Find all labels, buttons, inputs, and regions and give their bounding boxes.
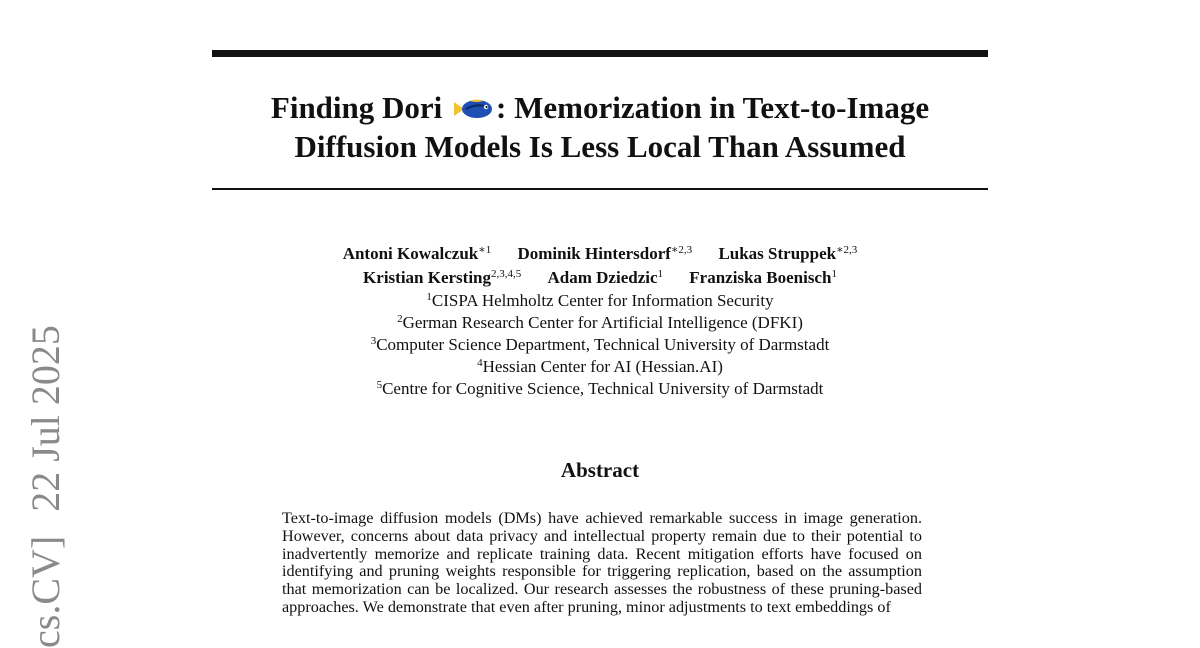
abstract-heading: Abstract (560, 458, 640, 482)
author-2: Dominik Hintersdorf$^{∗2,3}$ (517, 244, 693, 263)
affiliation-3: $^3$Computer Science Department, Technical University of Darmstadt (370, 335, 830, 354)
author-line-2 (212, 266, 988, 290)
arxiv-stamp (22, 325, 70, 648)
affiliation-4: $^4$Hessian Center for AI (Hessian.AI) (477, 357, 723, 376)
author-line-1 (212, 242, 988, 266)
title-part-2: : Memorization in Text-to-Image (496, 90, 930, 125)
affiliation-5: $^5$Centre for Cognitive Science, Technical University of Darmstadt (376, 379, 824, 398)
title-line-2: Diffusion Models Is Less Local Than Assumed (294, 129, 906, 164)
fish-icon (452, 97, 494, 121)
author-6: Franziska Boenisch$^1$ (689, 268, 837, 287)
affiliation-2: $^2$German Research Center for Artificial Intelligence (DFKI) (397, 313, 803, 332)
author-4: Kristian Kersting$^{2,3,4,5}$ (363, 268, 522, 287)
arxiv-category: cs.CV] (23, 535, 68, 648)
arxiv-date: 22 Jul 2025 (23, 325, 68, 512)
author-5: Adam Dziedzic$^1$ (547, 268, 664, 287)
affiliation-1: $^1$CISPA Helmholtz Center for Information Security (426, 291, 774, 310)
author-1: Antoni Kowalczuk$^{∗1}$ (342, 244, 492, 263)
bottom-rule (212, 188, 988, 190)
top-rule (212, 50, 988, 57)
author-3: Lukas Struppek$^{∗2,3}$ (718, 244, 858, 263)
title-part-1: Finding Dori (270, 90, 443, 125)
paper-title (212, 88, 988, 166)
abstract-text: Text-to-image diffusion models (DMs) have achieved remarkable success in image generation. However, concerns about data privacy and intellectual property remain due to their potential to inadvertently memorize and replicate training data. Recent mitigation efforts have focused on identifying and pruning weights responsible for triggering replication, based on the assumption that memorization can be localized. Our research assesses the robustness of these pruning-based approaches. We demonstrate that even after pruning, minor adjustments to text embeddings of (282, 509, 922, 616)
authors-block (212, 242, 988, 400)
